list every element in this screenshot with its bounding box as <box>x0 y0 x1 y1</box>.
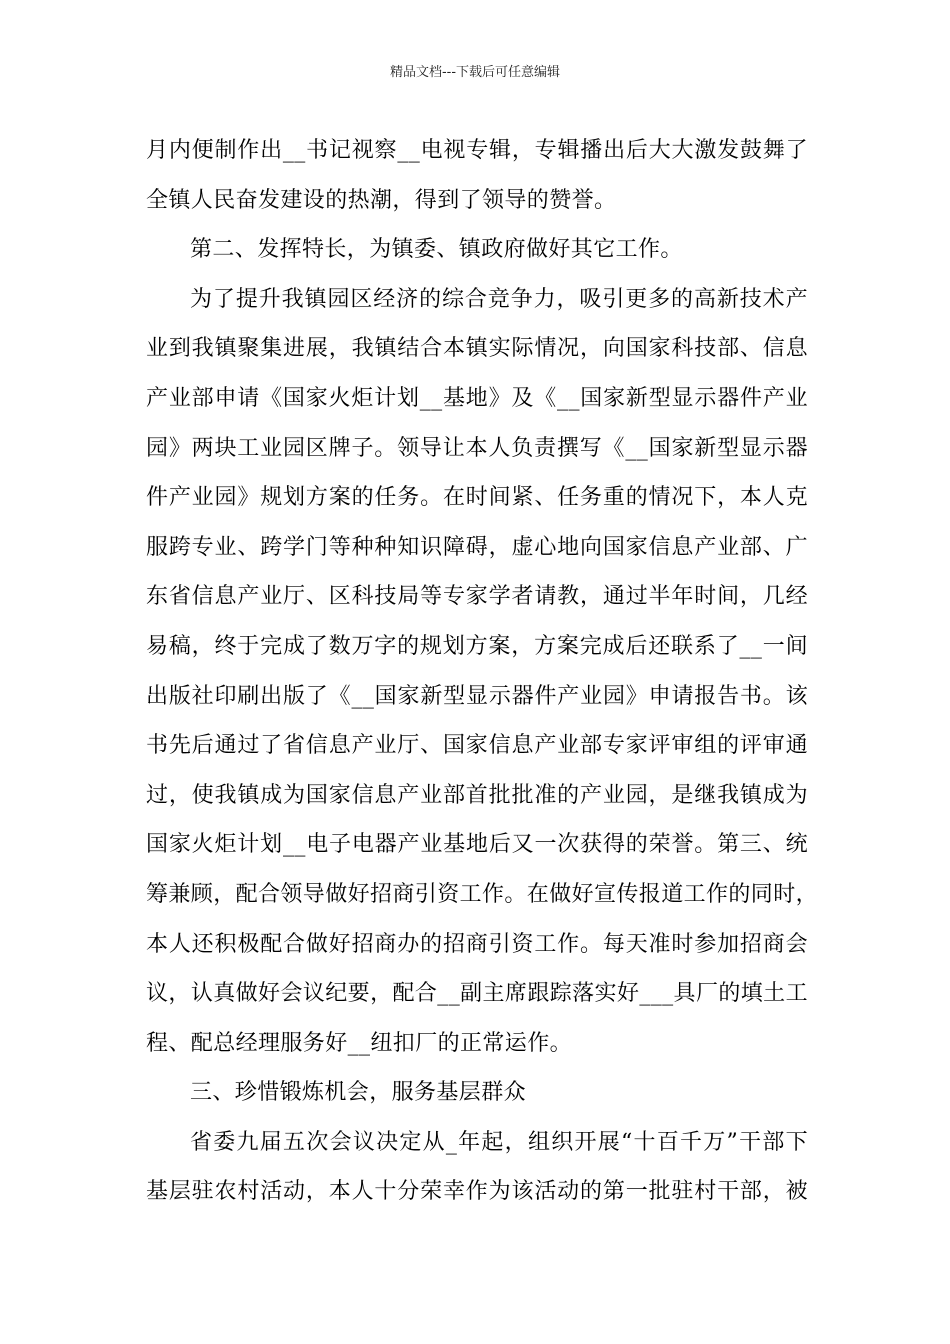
text-line: 省委九届五次会议决定从_年起，组织开展“十百千万”干部下 <box>190 1129 808 1155</box>
text-line: 国家火炬计划__电子电器产业基地后又一次获得的荣誉。第三、统 <box>146 832 808 858</box>
text-line: 园》两块工业园区牌子。领导让本人负责撰写《__国家新型显示器 <box>146 435 808 461</box>
text-line: 第二、发挥特长，为镇委、镇政府做好其它工作。 <box>190 237 683 263</box>
page-header: 精品文档---下载后可任意编辑 <box>389 65 561 80</box>
text-line: 议，认真做好会议纪要，配合__副主席跟踪落实好___具厂的填土工 <box>146 981 808 1007</box>
document-body <box>146 126 819 1217</box>
text-line: 易稿，终于完成了数万字的规划方案，方案完成后还联系了__一间 <box>146 633 808 659</box>
text-line: 出版社印刷出版了《__国家新型显示器件产业园》申请报告书。该 <box>146 683 808 709</box>
text-line: 全镇人民奋发建设的热潮，得到了领导的赞誉。 <box>146 187 617 213</box>
text-line: 产业部申请《国家火炬计划__基地》及《__国家新型显示器件产业 <box>146 385 808 411</box>
text-line: 筹兼顾，配合领导做好招商引资工作。在做好宣传报道工作的同时， <box>146 881 819 907</box>
text-line: 书先后通过了省信息产业厅、国家信息产业部专家评审组的评审通 <box>146 733 808 759</box>
text-line: 业到我镇聚集进展，我镇结合本镇实际情况，向国家科技部、信息 <box>146 336 808 362</box>
text-line: 三、珍惜锻炼机会，服务基层群众 <box>190 1080 527 1106</box>
text-line: 本人还积极配合做好招商办的招商引资工作。每天准时参加招商会 <box>146 931 808 957</box>
text-line: 月内便制作出__书记视察__电视专辑，专辑播出后大大激发鼓舞了 <box>146 138 808 163</box>
text-line: 件产业园》规划方案的任务。在时间紧、任务重的情况下，本人克 <box>146 485 808 511</box>
text-line: 基层驻农村活动，本人十分荣幸作为该活动的第一批驻村干部，被 <box>146 1179 808 1205</box>
text-line: 为了提升我镇园区经济的综合竞争力，吸引更多的高新技术产 <box>190 286 808 312</box>
text-line: 东省信息产业厅、区科技局等专家学者请教，通过半年时间，几经 <box>146 584 808 610</box>
text-line: 服跨专业、跨学门等种种知识障碍，虚心地向国家信息产业部、广 <box>146 534 808 560</box>
text-line: 过，使我镇成为国家信息产业部首批批准的产业园，是继我镇成为 <box>146 782 808 808</box>
text-line: 程、配总经理服务好__纽扣厂的正常运作。 <box>146 1030 573 1056</box>
